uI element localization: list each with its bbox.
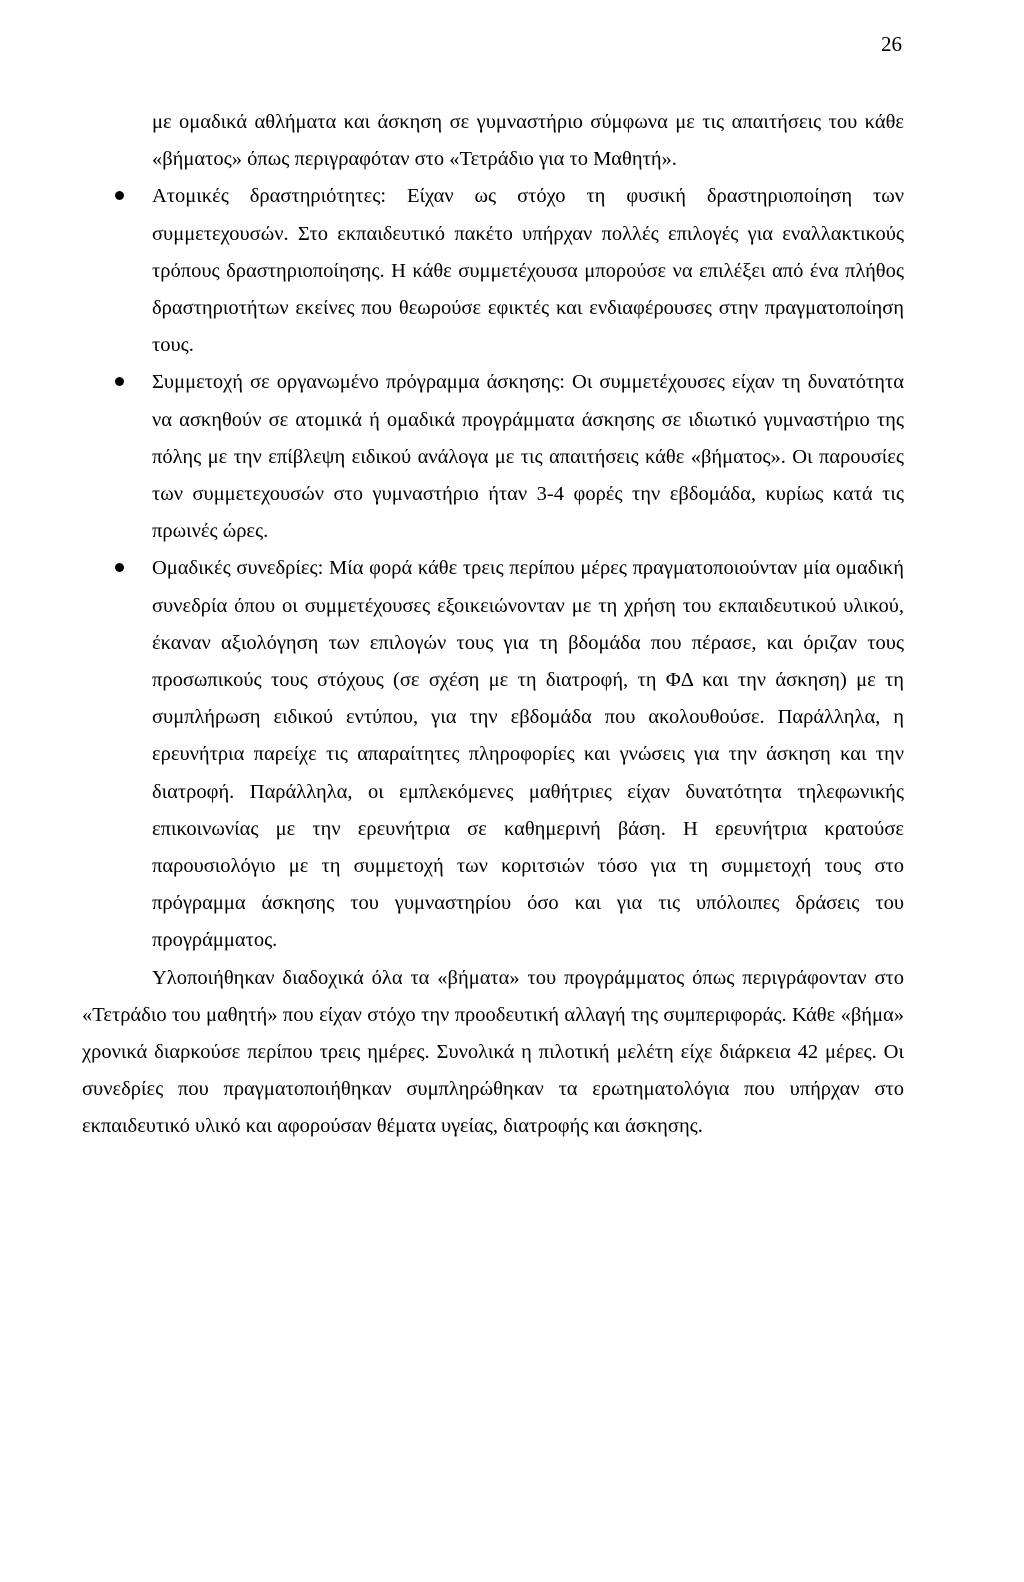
- page-number: 26: [881, 32, 902, 56]
- list-item-individual-activities: [82, 178, 904, 364]
- intro-paragraph: με ομαδικά αθλήματα και άσκηση σε γυμναστήριο σύμφωνα με τις απαιτήσεις του κάθε «βήματος» όπως περιγραφόταν στο «Τετράδιο για το Μαθητή».: [152, 111, 904, 171]
- list-item-text: Ομαδικές συνεδρίες: Μία φορά κάθε τρεις περίπου μέρες πραγματοποιούνταν μία ομαδική συνεδρία όπου οι συμμετέχουσες εξοικειώνονταν με τη χρήση του εκπαιδευτικού υλικού, έκαναν αξιολόγηση των επιλογών τους για τη βδομάδα που πέρασε, και όριζαν τους προσωπικούς τους στόχους (σε σχέση με τη διατροφή, τη ΦΔ και την άσκηση) με τη συμπλήρωση ειδικού εντύπου, για την εβδομάδα που ακολουθούσε. Παράλληλα, η ερευνήτρια παρείχε τις απαραίτητες πληροφορίες και γνώσεις για την άσκηση και την διατροφή. Παράλληλα, οι εμπλεκόμενες μαθήτριες είχαν δυνατότητα τηλεφωνικής επικοινωνίας με την ερευνήτρια σε καθημερινή βάση. Η ερευνήτρια κρατούσε παρουσιολόγιο με τη συμμετοχή των κοριτσιών τόσο για τη συμμετοχή τους στο πρόγραμμα άσκησης του γυμναστηρίου όσο και για τις υπόλοιπες δράσεις του προγράμματος.: [152, 557, 904, 952]
- bullet-icon: [115, 191, 124, 200]
- list-item-text: Ατομικές δραστηριότητες: Είχαν ως στόχο τη φυσική δραστηριοποίηση των συμμετεχουσών. Στο εκπαιδευτικό πακέτο υπήρχαν πολλές επιλογές για εναλλακτικούς τρόπους δραστηριοποίησης. Η κάθε συμμετέχουσα μπορούσε να επιλέξει από ένα πλήθος δραστηριοτήτων εκείνες που θεωρούσε εφικτές και ενδιαφέρουσες στην πραγματοποίηση τους.: [152, 185, 904, 357]
- bullet-icon: [115, 377, 124, 386]
- list-item-group-sessions: [82, 550, 904, 959]
- list-item-text: Συμμετοχή σε οργανωμένο πρόγραμμα άσκησης: Οι συμμετέχουσες είχαν τη δυνατότητα να ασκηθούν σε ατομικά ή ομαδικά προγράμματα άσκησης σε ιδιωτικό γυμναστήριο της πόλης με την επίβλεψη ειδικού ανάλογα με τις απαιτήσεις κάθε «βήματος». Οι παρουσίες των συμμετεχουσών στο γυμναστήριο ήταν 3-4 φορές την εβδομάδα, κυρίως κατά τις πρωινές ώρες.: [152, 371, 904, 543]
- closing-paragraph: Υλοποιήθηκαν διαδοχικά όλα τα «βήματα» του προγράμματος όπως περιγράφονταν στο «Τετράδιο του μαθητή» που είχαν στόχο την προοδευτική αλλαγή της συμπεριφοράς. Κάθε «βήμα» χρονικά διαρκούσε περίπου τρεις ημέρες. Συνολικά η πιλοτική μελέτη είχε διάρκεια 42 μέρες. Οι συνεδρίες που πραγματοποιήθηκαν συμπληρώθηκαν τα ερωτηματολόγια που υπήρχαν στο εκπαιδευτικό υλικό και αφορούσαν θέματα υγείας, διατροφής και άσκησης.: [82, 966, 904, 1138]
- activity-list: [82, 178, 904, 959]
- bullet-icon: [115, 563, 124, 572]
- list-item-organized-exercise: [82, 364, 904, 550]
- document-body: [82, 104, 904, 1146]
